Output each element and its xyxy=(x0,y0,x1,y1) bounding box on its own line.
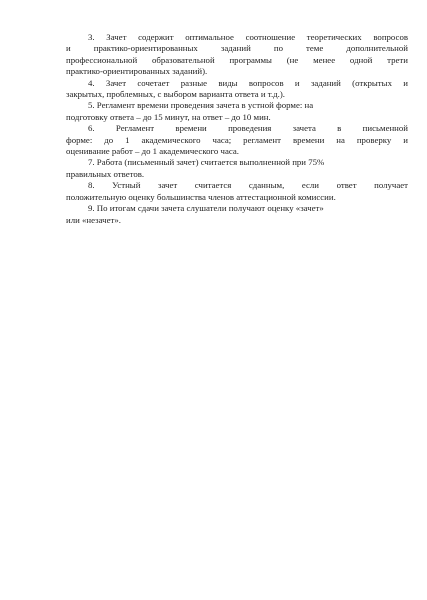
text-line: положительную оценку большинства членов аттестационной комиссии. xyxy=(66,191,336,202)
text-line: закрытых, проблемных, с выбором варианта ответа и т.д.). xyxy=(66,89,285,100)
paragraph-item-6 xyxy=(66,123,408,157)
text-line: 4. Зачет сочетает разные виды вопросов и заданий (открытых и xyxy=(88,77,408,88)
paragraph-item-7 xyxy=(66,157,408,180)
text-line: 7. Работа (письменный зачет) считается выполненной при 75% xyxy=(88,157,325,168)
text-line: 6. Регламент времени проведения зачета в письменной xyxy=(88,123,408,134)
document-body xyxy=(66,32,408,226)
text-line: практико-ориентированных заданий). xyxy=(66,66,208,77)
paragraph-item-4 xyxy=(66,78,408,101)
text-line: 5. Регламент времени проведения зачета в устной форме: на xyxy=(88,100,314,111)
text-line: профессиональной образовательной программы (не менее одной трети xyxy=(66,54,408,65)
paragraph-item-9 xyxy=(66,203,408,226)
paragraph-item-8 xyxy=(66,180,408,203)
text-line: 3. Зачет содержит оптимальное соотношение теоретических вопросов xyxy=(88,32,408,42)
text-line: правильных ответов. xyxy=(66,168,145,179)
paragraph-item-5 xyxy=(66,100,408,123)
text-line: оценивание работ – до 1 академического часа. xyxy=(66,146,239,157)
paragraph-item-3 xyxy=(66,32,408,78)
text-line: 9. По итогам сдачи зачета слушатели получают оценку «зачет» xyxy=(88,203,324,214)
text-line: 8. Устный зачет считается сданным, если ответ получает xyxy=(88,180,408,191)
text-line: форме: до 1 академического часа; регламент времени на проверку и xyxy=(66,134,408,145)
text-line: подготовку ответа – до 15 минут, на ответ – до 10 мин. xyxy=(66,111,271,122)
text-line: и практико-ориентированных заданий по теме дополнительной xyxy=(66,43,408,54)
text-line: или «незачет». xyxy=(66,214,121,225)
